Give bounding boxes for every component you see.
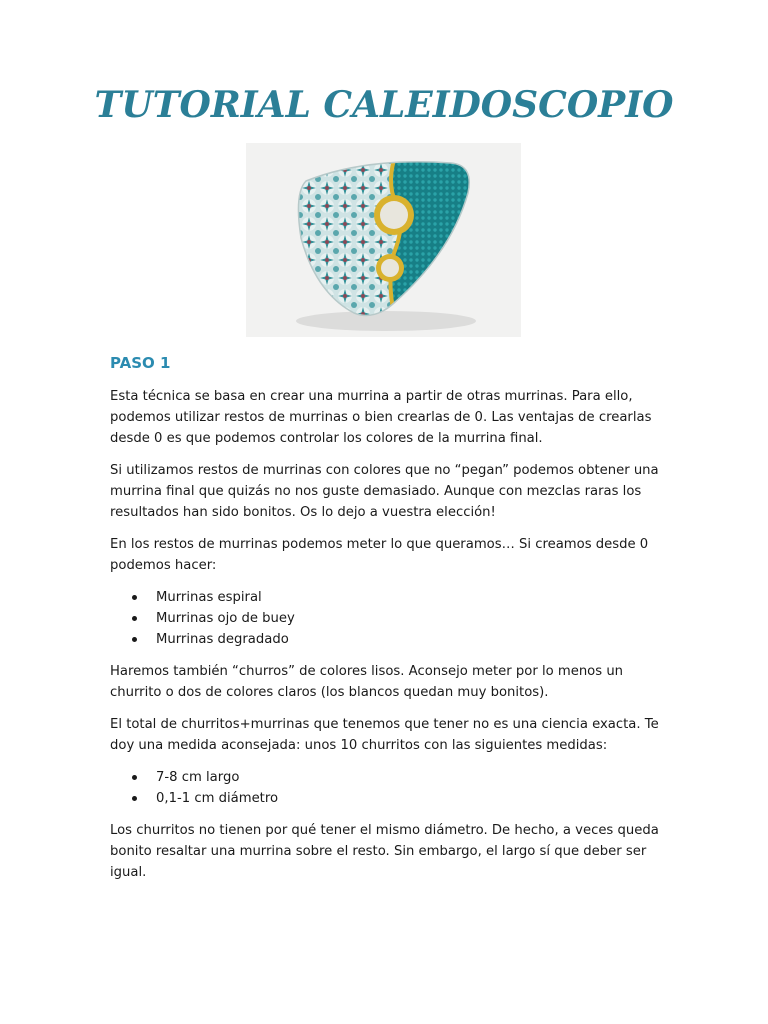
paragraph: Si utilizamos restos de murrinas con colores que no “pegan” podemos obtener una murrina final que quizás no nos guste demasiado. Aunque con mezclas raras los resultados han sido bonitos. Os lo dejo a vuestra elección!	[110, 463, 659, 520]
pendant-photo	[246, 143, 521, 337]
list-item-text: Murrinas espiral	[156, 590, 262, 605]
section-heading: PASO 1	[110, 354, 171, 372]
list-item	[110, 629, 670, 650]
list-item	[110, 608, 670, 629]
document-title: TUTORIAL CALEIDOSCOPIO	[94, 84, 674, 126]
paragraph: En los restos de murrinas podemos meter lo que queramos… Si creamos desde 0 podemos hacer:	[110, 537, 649, 573]
bullet-list	[110, 587, 670, 650]
list-item	[110, 587, 670, 608]
paragraph: Los churritos no tienen por qué tener el mismo diámetro. De hecho, a veces queda bonito resaltar una murrina sobre el resto. Sin embargo, el largo sí que deber ser igual.	[110, 823, 659, 880]
paragraph: El total de churritos+murrinas que tenemos que tener no es una ciencia exacta. Te doy una medida aconsejada: unos 10 churritos con las siguientes medidas:	[110, 717, 659, 753]
bullet-icon	[132, 796, 137, 801]
paragraph: Haremos también “churros” de colores lisos. Aconsejo meter por lo menos un churrito o dos de colores claros (los blancos quedan muy bonitos).	[110, 664, 624, 700]
paragraph: Esta técnica se basa en crear una murrina a partir de otras murrinas. Para ello, podemos utilizar restos de murrinas o bien crearlas de 0. Las ventajas de crearlas desde 0 es que podemos controlar los colores de la murrina final.	[110, 389, 652, 446]
bullet-list	[110, 767, 670, 809]
bullet-icon	[132, 775, 137, 780]
bullet-icon	[132, 595, 137, 600]
list-item	[110, 767, 670, 788]
list-item	[110, 788, 670, 809]
list-item-text: 0,1-1 cm diámetro	[156, 791, 279, 806]
bullet-icon	[132, 637, 137, 642]
list-item-text: Murrinas degradado	[156, 632, 289, 647]
list-item-text: Murrinas ojo de buey	[156, 611, 295, 626]
list-item-text: 7-8 cm largo	[156, 770, 240, 785]
bullet-icon	[132, 616, 137, 621]
document-body	[110, 352, 670, 894]
